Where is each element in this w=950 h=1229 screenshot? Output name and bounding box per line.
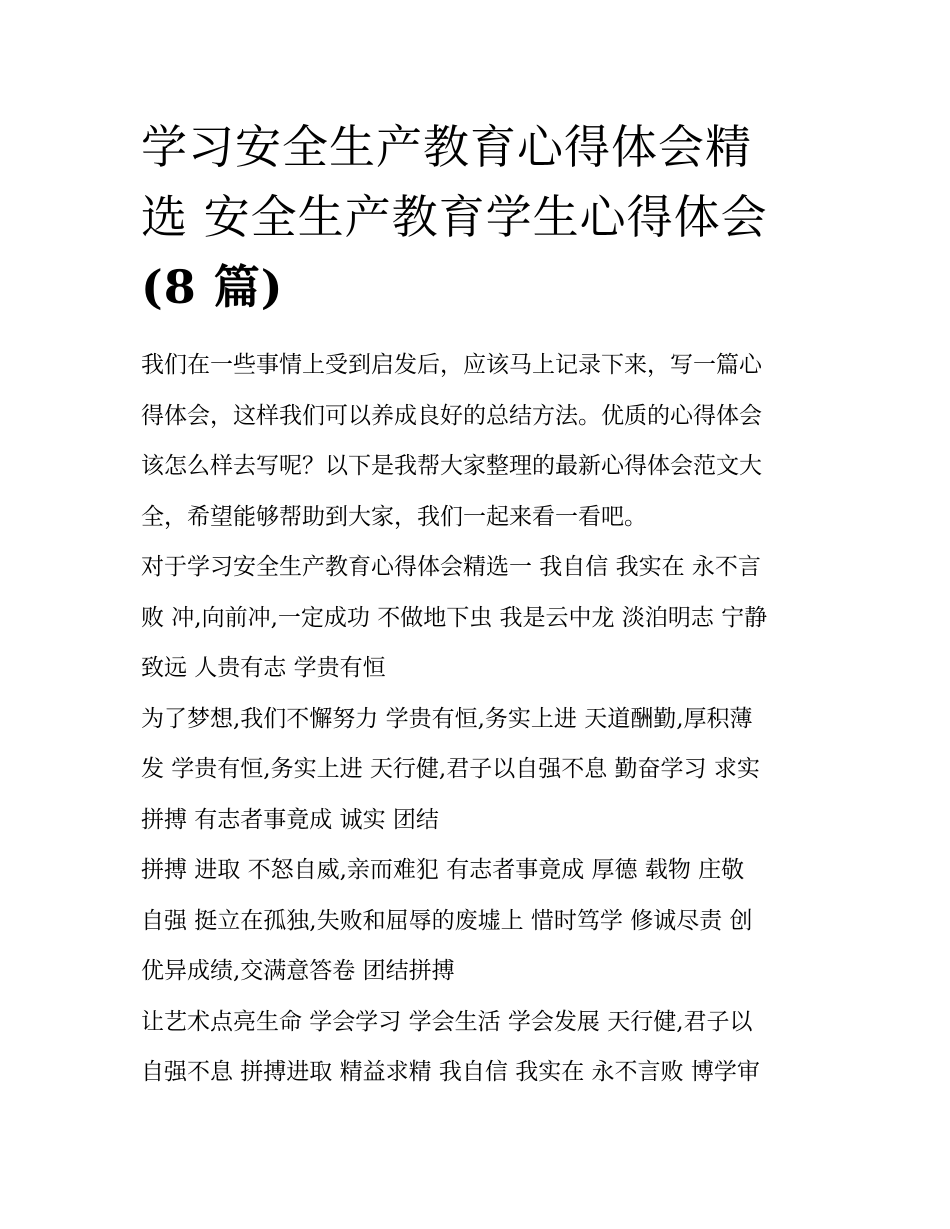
title-line-2: 选 安全生产教育学生心得体会	[141, 190, 768, 244]
paragraph-2	[141, 694, 813, 846]
paragraph-line: 致远 人贵有志 学贵有恒	[141, 655, 386, 681]
paragraph-line: 让艺术点亮生命 学会学习 学会生活 学会发展 天行健,君子以	[141, 1008, 753, 1035]
paragraph-intro	[141, 340, 813, 542]
paragraph-3	[141, 845, 813, 997]
paragraph-line: 拼搏 进取 不怒自威,亲而难犯 有志者事竟成 厚德 载物 庄敬	[141, 857, 745, 883]
paragraph-line: 得体会，这样我们可以养成良好的总结方法。优质的心得体会	[141, 402, 762, 429]
paragraph-line: 我们在一些事情上受到启发后，应该马上记录下来，写一篇心	[141, 352, 762, 378]
paragraph-1	[141, 542, 813, 694]
paragraph-line: 为了梦想,我们不懈努力 学贵有恒,务实上进 天道酬勤,厚积薄	[141, 705, 753, 732]
paragraph-line: 自强 挺立在孤独,失败和屈辱的废墟上 惜时笃学 修诚尽责 创	[141, 907, 753, 934]
paragraph-line: 优异成绩,交满意答卷 团结拼搏	[141, 958, 455, 984]
paragraph-line: 自强不息 拼搏进取 精益求精 我自信 我实在 永不言败 博学审	[141, 1059, 760, 1085]
paragraph-line: 全，希望能够帮助到大家，我们一起来看一看吧。	[141, 503, 647, 530]
paragraph-line: 发 学贵有恒,务实上进 天行健,君子以自强不息 勤奋学习 求实	[141, 756, 760, 782]
paragraph-line: 对于学习安全生产教育心得体会精选一 我自信 我实在 永不言	[141, 554, 761, 580]
document-content	[141, 112, 813, 1098]
document-title	[141, 112, 813, 322]
title-line-3: (8 篇)	[141, 260, 284, 314]
paragraph-line: 败 冲,向前冲,一定成功 不做地下虫 我是云中龙 淡泊明志 宁静	[141, 604, 768, 631]
paragraph-line: 该怎么样去写呢？以下是我帮大家整理的最新心得体会范文大	[141, 453, 762, 479]
paragraph-line: 拼搏 有志者事竟成 诚实 团结	[141, 806, 439, 833]
document-body	[141, 340, 813, 1098]
title-line-1: 学习安全生产教育心得体会精	[141, 120, 752, 174]
paragraph-4	[141, 997, 813, 1098]
